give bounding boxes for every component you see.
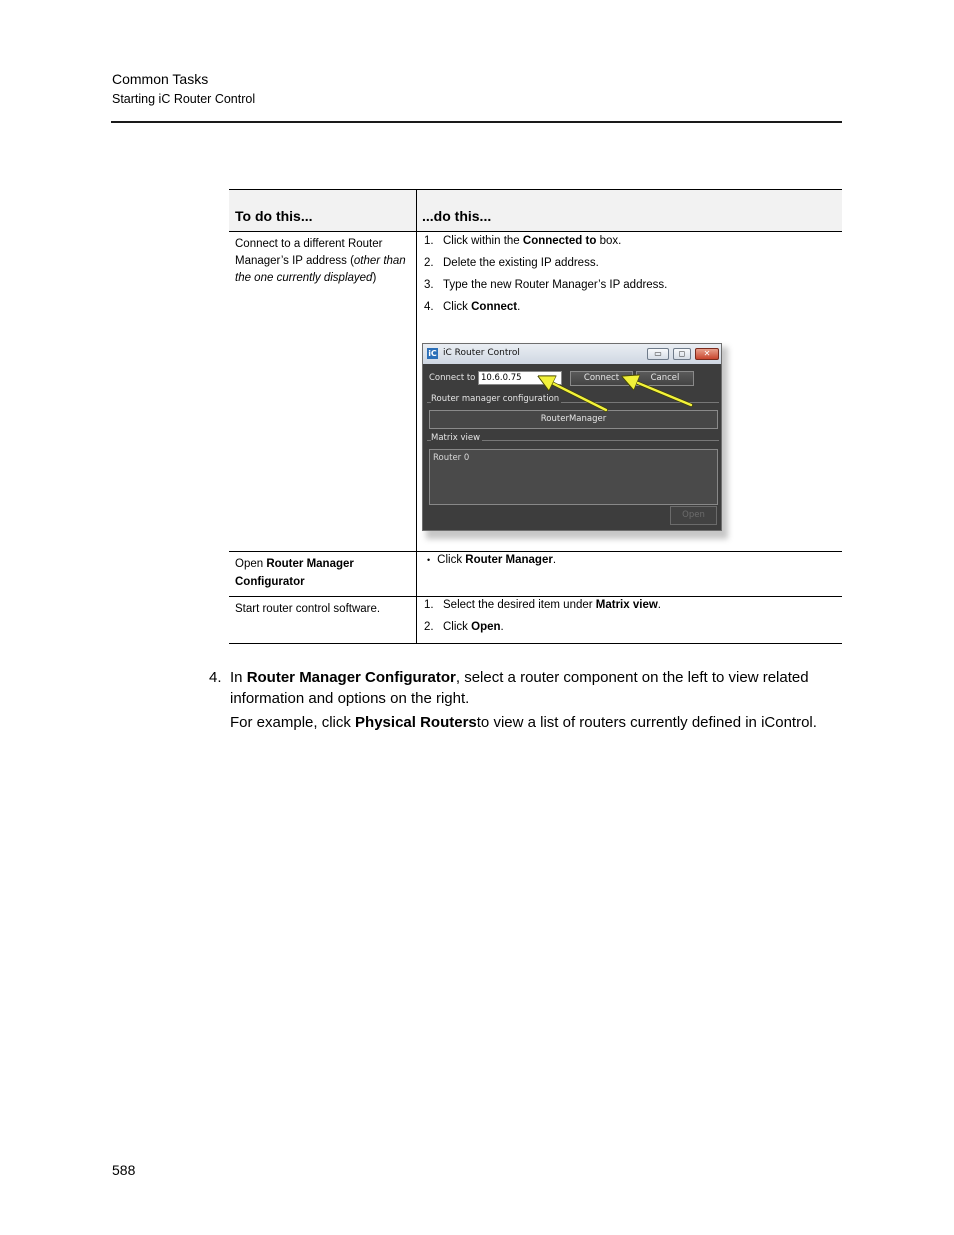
step-text-start: In (230, 669, 247, 686)
example-paragraph (230, 712, 850, 733)
task-text-italic: other than the one currently displayed (235, 255, 406, 284)
step-text: Delete the existing IP address. (443, 257, 599, 269)
step-bold: Open (471, 621, 501, 633)
router-manager-button[interactable]: RouterManager (429, 410, 718, 429)
open-button[interactable]: Open (670, 506, 717, 525)
step-text-end: . (500, 621, 504, 633)
action-bold: Router Manager (465, 554, 553, 566)
bullet-icon: • (427, 555, 431, 565)
arrow-to-input-icon (542, 378, 606, 410)
column-header-action: ...do this... (422, 208, 492, 224)
step-bold: Connect (471, 301, 518, 313)
step-number: 4. (209, 669, 222, 686)
page-number: 588 (112, 1162, 136, 1178)
step-bold: Connected to (522, 235, 597, 247)
maximize-icon[interactable]: ◻ (673, 348, 691, 360)
example-text-end: to view a list of routers currently defined in iControl. (476, 714, 817, 731)
step-number: 1. (424, 599, 434, 611)
step-text-end: , select a router component on the left to view related information and options on the right. (230, 669, 809, 707)
cancel-button[interactable]: Cancel (636, 371, 694, 386)
step-number: 2. (424, 257, 434, 269)
step-number: 2. (424, 621, 434, 633)
close-icon[interactable]: ✕ (695, 348, 719, 360)
step-bold: Matrix view (595, 599, 658, 611)
section-title: Starting iC Router Control (112, 92, 256, 106)
dialog-title: iC Router Control (443, 348, 520, 358)
step-text: Type the new Router Manager’s IP address. (443, 279, 668, 291)
step-text-end: . (657, 599, 661, 611)
chapter-title: Common Tasks (112, 71, 209, 87)
arrow-to-connect-icon (626, 378, 691, 405)
example-bold: Physical Routers (355, 714, 477, 731)
step-text-end: box. (596, 235, 622, 247)
matrix-list-item[interactable]: Router 0 (433, 453, 470, 463)
app-icon: iC (428, 349, 437, 358)
minimize-icon[interactable]: ▭ (647, 348, 669, 360)
table-row-3-task: Start router control software. (235, 603, 381, 615)
step-number: 1. (424, 235, 434, 247)
task-text-bold: Router Manager Configurator (235, 558, 354, 588)
action-text: Click (437, 554, 466, 566)
action-text-end: . (552, 554, 557, 566)
router-manager-config-label: Router manager configuration (431, 394, 560, 404)
step-text: Click (443, 621, 472, 633)
step-text: Select the desired item under (443, 599, 596, 611)
step-text: Click within the (443, 235, 523, 247)
task-text: Open (235, 558, 267, 570)
step-number: 3. (424, 279, 434, 291)
connect-button[interactable]: Connect (570, 371, 633, 386)
step-text-end: . (517, 301, 521, 313)
step-number: 4. (424, 301, 434, 313)
task-text-end: ) (372, 272, 377, 284)
column-header-task: To do this... (235, 208, 313, 224)
step-text (230, 667, 840, 709)
step-bold: Router Manager Configurator (246, 669, 456, 686)
step-text: Click (443, 301, 472, 313)
connect-to-label: Connect to (429, 373, 476, 383)
matrix-view-label: Matrix view (431, 433, 481, 443)
connect-to-input[interactable]: 10.6.0.75 (478, 371, 562, 385)
example-text: For example, click (230, 714, 356, 731)
task-text: Connect to a different Router Manager’s IP address ( (235, 238, 383, 267)
